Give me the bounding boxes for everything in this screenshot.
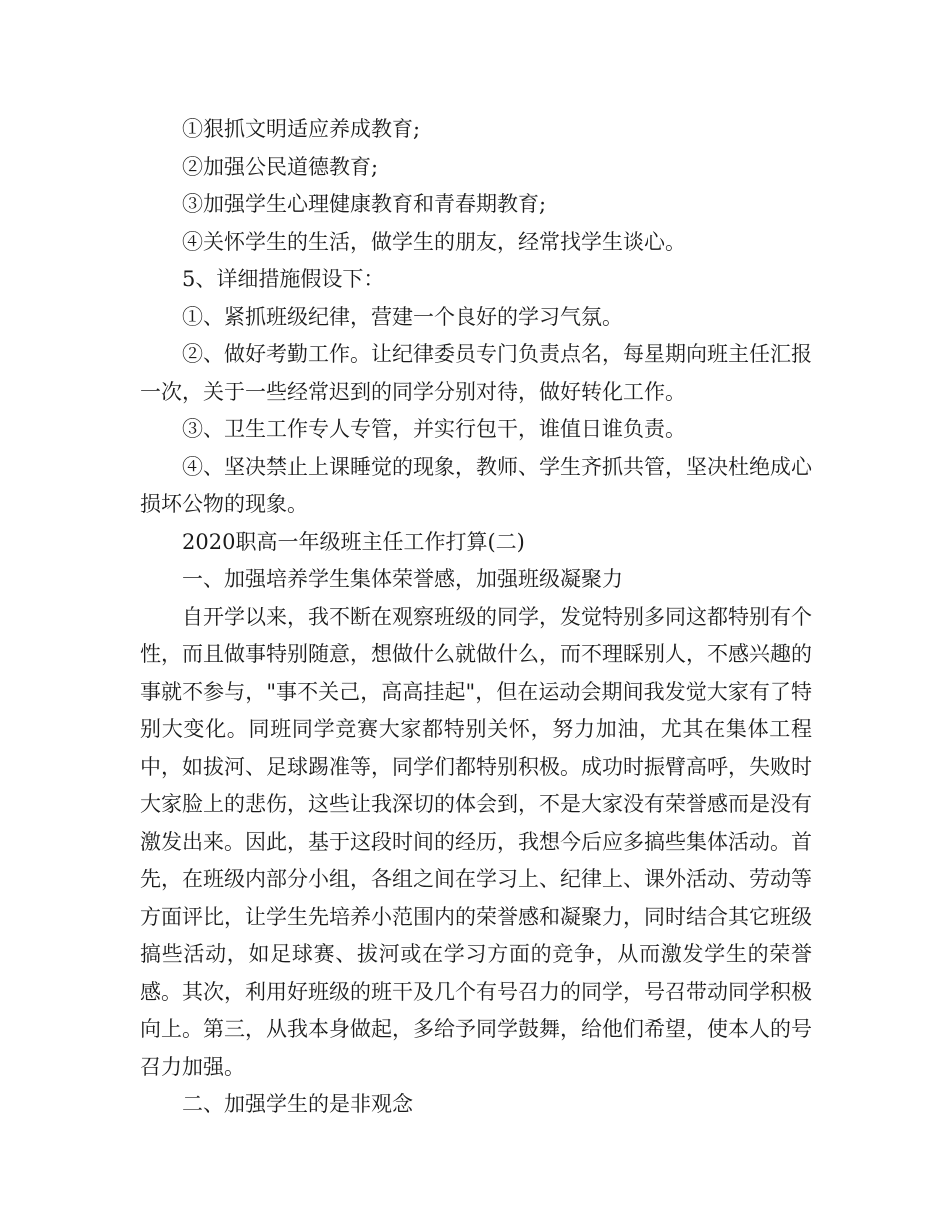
paragraph: ④关怀学生的生活，做学生的朋友，经常找学生谈心。	[182, 229, 686, 254]
paragraph: ①狠抓文明适应养成教育;	[182, 117, 421, 141]
paragraph: ②加强公民道德教育;	[182, 154, 379, 179]
paragraph: ③加强学生心理健康教育和青春期教育;	[182, 192, 547, 216]
section-heading: 一、加强培养学生集体荣誉感，加强班级凝聚力	[182, 567, 623, 591]
paragraph: 5、详细措施假设下：	[182, 267, 385, 291]
section-heading: 二、加强学生的是非观念	[182, 1092, 413, 1116]
document-body	[140, 111, 812, 1124]
paragraph: ①、紧抓班级纪律，营建一个良好的学习气氛。	[182, 304, 623, 329]
paragraph: ③、卫生工作专人专管，并实行包干，谁值日谁负责。	[182, 417, 686, 441]
paragraph: 自开学以来，我不断在观察班级的同学，发觉特别多同这都特别有个性，而且做事特别随意，想做什么就做什么，而不理睬别人，不感兴趣的事就不参与，"事不关己，高高挂起"，但在运动会期间我发觉大家有了特别大变化。同班同学竞赛大家都特别关怀，努力加油，尤其在集体工程中，如拔河、足球踢准等，同学们都特别积极。成功时振臂高呼，失败时大家脸上的悲伤，这些让我深切的体会到，不是大家没有荣誉感而是没有激发出来。因此，基于这段时间的经历，我想今后应多搞些集体活动。首先，在班级内部分小组，各组之间在学习上、纪律上、课外活动、劳动等方面评比，让学生先培养小范围内的荣誉感和凝聚力，同时结合其它班级搞些活动，如足球赛、拔河或在学习方面的竞争，从而激发学生的荣誉感。其次，利用好班级的班干及几个有号召力的同学，号召带动同学积极向上。第三，从我本身做起，多给予同学鼓舞，给他们希望，使本人的号召力加强。	[140, 604, 812, 1079]
paragraph: ④、坚决禁止上课睡觉的现象，教师、学生齐抓共管，坚决杜绝成心损坏公物的现象。	[140, 454, 812, 516]
paragraph: ②、做好考勤工作。让纪律委员专门负责点名，每星期向班主任汇报一次，关于一些经常迟到的同学分别对待，做好转化工作。	[140, 342, 812, 404]
section-title: 2020职高一年级班主任工作打算(二)	[182, 529, 525, 554]
